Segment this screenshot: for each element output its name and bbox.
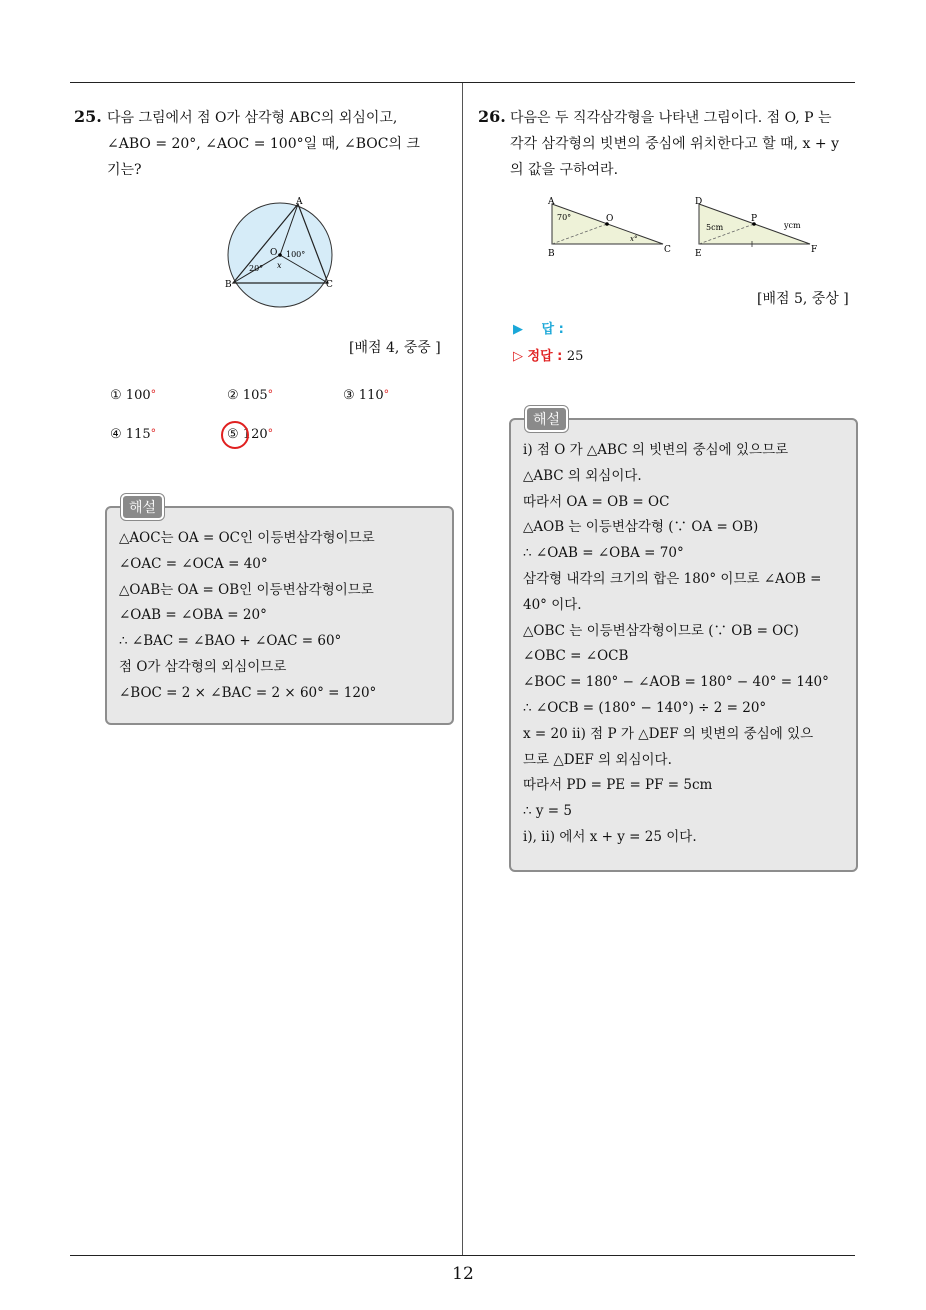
label-b: B (548, 249, 555, 259)
label-length: 5cm (706, 223, 724, 232)
question-26-number: 26. (478, 107, 506, 126)
solution-line: ∠BOC = 180° − ∠AOB = 180° − 40° = 140° (523, 674, 829, 691)
label-d: D (695, 197, 703, 207)
choice-5[interactable]: ⑤ 120° (227, 427, 274, 442)
play-icon: ▶ (513, 322, 523, 337)
choice-4[interactable]: ④ 115° (110, 427, 157, 442)
right-triangle-def-figure (690, 194, 825, 259)
label-p: P (751, 214, 758, 224)
answer-label: 답 : (541, 322, 564, 337)
label-c: C (326, 280, 333, 290)
correct-answer-label: 정답 : (527, 349, 563, 364)
solution-line: x = 20 ii) 점 P 가 △DEF 의 빗변의 중심에 있으 (523, 725, 814, 742)
solution-line: △OBC 는 이등변삼각형이므로 (∵ OB = OC) (523, 622, 799, 639)
solution-line: 40° 이다. (523, 596, 582, 613)
label-f: F (811, 245, 818, 255)
solution-line: i) 점 O 가 △ABC 의 빗변의 중심에 있으므로 (523, 442, 789, 458)
label-a: A (296, 197, 303, 207)
solution-line: ∠OAB = ∠OBA = 20° (119, 607, 267, 624)
label-x: x (277, 261, 282, 270)
choice-3[interactable]: ③ 110° (343, 388, 390, 403)
correct-answer-row (513, 345, 583, 364)
label-o: O (270, 248, 278, 258)
solution-line: 따라서 OA = OB = OC (523, 493, 670, 510)
solution-line: ∠BOC = 2 × ∠BAC = 2 × 60° = 120° (119, 684, 377, 701)
label-b: B (225, 280, 232, 290)
solution-25-text (119, 526, 376, 707)
solution-line: 삼각형 내각의 크기의 합은 180° 이므로 ∠AOB = (523, 570, 822, 587)
question-25-score: [배점 4, 중중 ] (349, 340, 441, 356)
answer-row (513, 318, 564, 337)
solution-line: △AOC는 OA = OC인 이등변삼각형이므로 (119, 530, 375, 546)
question-26-text (510, 105, 860, 183)
solution-tag: 해설 (121, 494, 164, 520)
selected-answer-mark (221, 421, 249, 449)
label-a: A (548, 197, 555, 207)
choice-1[interactable]: ① 100° (110, 388, 157, 403)
solution-line: 따라서 PD = PE = PF = 5cm (523, 777, 713, 794)
label-e: E (695, 249, 702, 259)
question-25-line: ∠ABO = 20°, ∠AOC = 100°일 때, ∠BOC의 크 (107, 136, 420, 152)
question-25-text (107, 105, 457, 183)
footer-rule (70, 1255, 855, 1256)
label-angle-o: 100° (286, 250, 306, 259)
question-25-number: 25. (74, 107, 102, 126)
solution-line: i), ii) 에서 x + y = 25 이다. (523, 828, 697, 845)
solution-line: ∠OAC = ∠OCA = 40° (119, 555, 268, 572)
solution-line: ∠OBC = ∠OCB (523, 648, 629, 665)
question-26-score: [배점 5, 중상 ] (757, 291, 849, 307)
label-angle-b: 20° (249, 264, 264, 273)
label-x: x° (630, 235, 638, 243)
correct-answer-value: 25 (566, 349, 584, 364)
solution-line: ∴ ∠BAC = ∠BAO + ∠OAC = 60° (119, 633, 342, 650)
solution-box-26 (509, 412, 858, 872)
page-number: 12 (452, 1264, 474, 1284)
solution-line: ∴ ∠OAB = ∠OBA = 70° (523, 545, 684, 562)
question-26-line: 의 값을 구하여라. (510, 162, 619, 178)
solution-line: 므로 △DEF 의 외심이다. (523, 751, 672, 768)
solution-line: ∴ y = 5 (523, 803, 572, 820)
solution-tag: 해설 (525, 406, 568, 432)
label-y: ycm (784, 221, 801, 230)
question-26-line: 다음은 두 직각삼각형을 나타낸 그림이다. 점 O, P 는 (510, 110, 832, 126)
solution-line: △AOB 는 이등변삼각형 (∵ OA = OB) (523, 519, 759, 536)
solution-box-25 (105, 500, 454, 725)
label-o: O (606, 214, 614, 224)
question-26-line: 각각 삼각형의 빗변의 중심에 위치한다고 할 때, x + y (510, 136, 839, 152)
solution-line: ∴ ∠OCB = (180° − 140°) ÷ 2 = 20° (523, 699, 767, 716)
label-angle: 70° (557, 213, 572, 222)
solution-line: △ABC 의 외심이다. (523, 467, 642, 484)
outline-play-icon: ▷ (513, 349, 523, 364)
choice-2[interactable]: ② 105° (227, 388, 274, 403)
solution-26-text (523, 438, 829, 851)
question-25-line: 기는? (107, 162, 142, 178)
right-triangle-abc-figure (543, 194, 678, 259)
solution-line: 점 O가 삼각형의 외심이므로 (119, 658, 287, 675)
circumcircle-figure (220, 195, 340, 310)
solution-line: △OAB는 OA = OB인 이등변삼각형이므로 (119, 581, 374, 598)
label-c: C (664, 245, 671, 255)
question-25-line: 다음 그림에서 점 O가 삼각형 ABC의 외심이고, (107, 110, 398, 126)
column-divider (462, 83, 463, 1255)
